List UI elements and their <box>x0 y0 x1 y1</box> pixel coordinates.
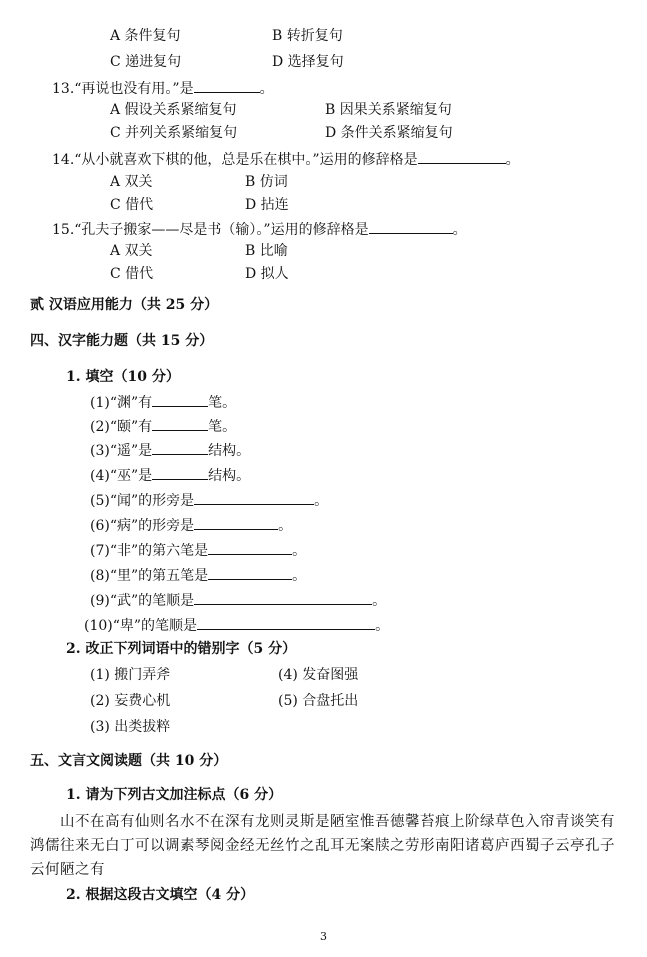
option-c: C 借代 <box>110 266 154 282</box>
answer-blank[interactable] <box>152 392 208 407</box>
answer-blank[interactable] <box>208 540 292 555</box>
fill-item: (2)“颐”有 笔。 <box>90 416 236 436</box>
subsection-fill2-title: 2. 根据这段古文填空（4 分） <box>66 887 255 903</box>
part-heading: 贰 汉语应用能力（共 25 分） <box>30 297 219 313</box>
answer-blank[interactable] <box>152 416 208 431</box>
answer-blank[interactable] <box>194 590 372 605</box>
answer-blank[interactable] <box>197 615 375 630</box>
fill-item: (3)“遥”是 结构。 <box>90 440 250 460</box>
fill-item: (10)“卑”的笔顺是 。 <box>84 615 389 635</box>
option-d: D 拟人 <box>245 266 289 282</box>
question-13: 13.“再说也没有用。”是 。 <box>52 78 274 98</box>
fill-item: (8)“里”的第五笔是 。 <box>90 565 306 585</box>
question-stem: 15.“孔夫子搬家——尽是书（输）。”运用的修辞格是 <box>52 222 369 238</box>
option-d: D 条件关系紧缩复句 <box>325 125 453 141</box>
option-c: C 并列关系紧缩复句 <box>110 125 238 141</box>
correct-item: (5) 合盘托出 <box>278 693 359 709</box>
option-b: B 比喻 <box>245 243 288 259</box>
option-c: C 借代 <box>110 197 154 213</box>
option-b: B 转折复句 <box>272 28 343 44</box>
fill-item: (1)“渊”有 笔。 <box>90 392 236 412</box>
option-a: A 假设关系紧缩复句 <box>110 102 237 118</box>
fill-item: (9)“武”的笔顺是 。 <box>90 590 386 610</box>
fill-item: (6)“病”的形旁是 。 <box>90 515 292 535</box>
answer-blank[interactable] <box>152 440 208 455</box>
option-b: B 仿词 <box>245 174 288 190</box>
option-a: A 条件复句 <box>110 28 181 44</box>
answer-blank[interactable] <box>194 78 260 93</box>
fill-item: (5)“闻”的形旁是 。 <box>90 490 328 510</box>
option-b: B 因果关系紧缩复句 <box>325 102 452 118</box>
correct-item: (2) 妄费心机 <box>90 693 171 709</box>
correct-item: (1) 搬门弄斧 <box>90 667 171 683</box>
question-15: 15.“孔夫子搬家——尽是书（输）。”运用的修辞格是 。 <box>52 219 467 239</box>
subsection-correct-title: 2. 改正下列词语中的错别字（5 分） <box>66 641 297 657</box>
option-c: C 递进复句 <box>110 54 182 70</box>
answer-blank[interactable] <box>418 149 506 164</box>
subsection-punct-title: 1. 请为下列古文加注标点（6 分） <box>66 787 283 803</box>
option-a: A 双关 <box>110 243 153 259</box>
fill-item: (4)“巫”是 结构。 <box>90 465 250 485</box>
fill-item: (7)“非”的第六笔是 。 <box>90 540 306 560</box>
correct-item: (4) 发奋图强 <box>278 667 359 683</box>
section-heading-5: 五、文言文阅读题（共 10 分） <box>30 753 228 769</box>
question-14: 14.“从小就喜欢下棋的他，总是乐在棋中。”运用的修辞格是 。 <box>52 149 520 169</box>
question-stem: 14.“从小就喜欢下棋的他，总是乐在棋中。”运用的修辞格是 <box>52 152 418 168</box>
answer-blank[interactable] <box>194 490 314 505</box>
classical-passage: 山不在高有仙则名水不在深有龙则灵斯是陋室惟吾德馨苔痕上阶绿草色入帘青谈笑有鸿儒往来无白丁可以调素琴阅金经无丝竹之乱耳无案牍之劳形南阳诸葛庐西蜀子云亭孔子云何陋之有 <box>30 814 615 878</box>
option-d: D 拈连 <box>245 197 289 213</box>
section-heading-4: 四、汉字能力题（共 15 分） <box>30 333 214 349</box>
correct-item: (3) 出类拔粹 <box>90 719 171 735</box>
page-number: 3 <box>320 930 327 943</box>
option-d: D 选择复句 <box>272 54 344 70</box>
option-a: A 双关 <box>110 174 153 190</box>
answer-blank[interactable] <box>152 465 208 480</box>
question-stem: 13.“再说也没有用。”是 <box>52 81 194 97</box>
answer-blank[interactable] <box>194 515 278 530</box>
answer-blank[interactable] <box>369 219 453 234</box>
subsection-fill-title: 1. 填空（10 分） <box>66 369 180 385</box>
answer-blank[interactable] <box>208 565 292 580</box>
